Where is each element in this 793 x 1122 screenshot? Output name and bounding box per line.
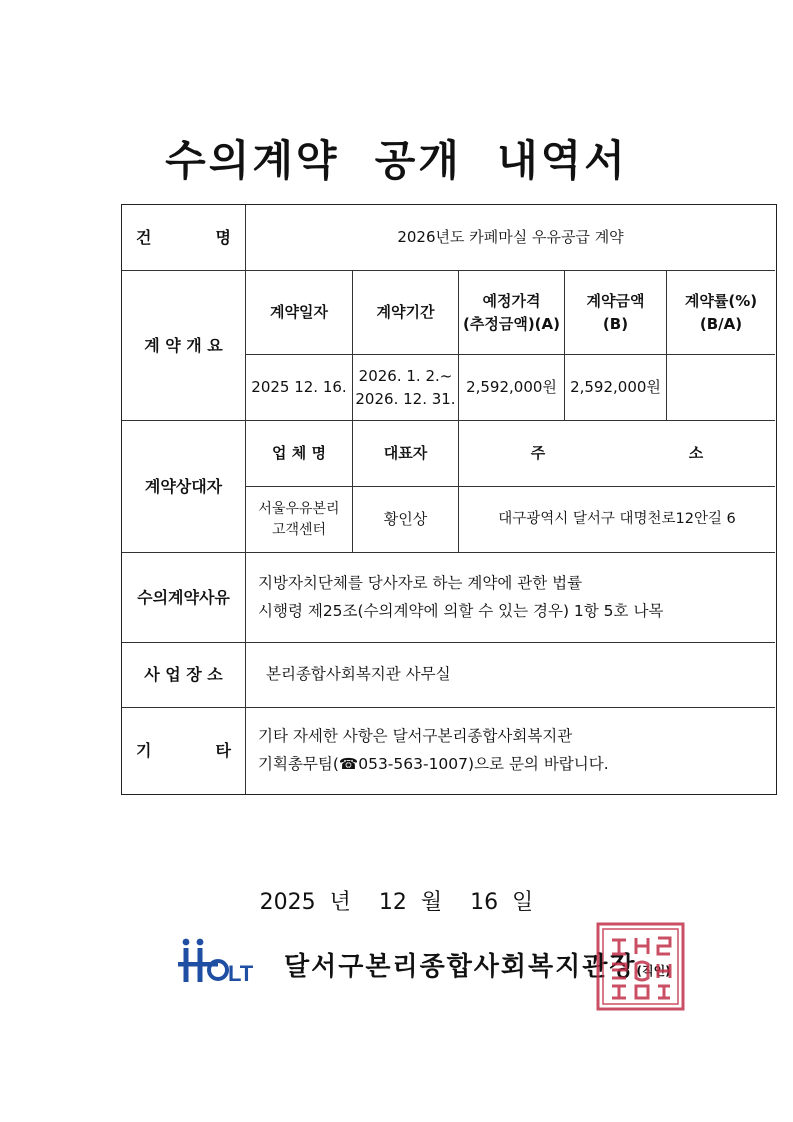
header-contract-period: 계약기간 xyxy=(376,303,435,322)
contract-period-line: 2026. 12. 31. xyxy=(355,389,456,408)
etc-label-part: 타 xyxy=(215,741,231,760)
header-contract-rate xyxy=(667,271,775,354)
etc-label xyxy=(122,708,245,794)
header-address-part: 소 xyxy=(688,444,704,463)
reason-label: 수의계약사유 xyxy=(137,587,230,607)
reason-line: 지방자치단체를 당사자로 하는 계약에 관한 법률 xyxy=(258,574,583,593)
company-name-line: 서울우유본리 xyxy=(258,500,340,517)
reason-line: 시행령 제25조(수의계약에 의할 수 있는 경우) 1항 5호 나목 xyxy=(258,601,664,620)
header-address xyxy=(459,421,775,486)
welfare-center-logo xyxy=(176,936,271,986)
etc-value xyxy=(258,708,773,794)
contract-period-value xyxy=(353,355,458,420)
issue-date: 2025 년 12 월 16 일 xyxy=(259,890,534,915)
contract-name-label-part: 건 xyxy=(136,227,152,247)
header-contract-rate-line: 계약률(%) xyxy=(684,292,758,310)
representative-value: 황인상 xyxy=(383,510,428,529)
document-title: 수의계약 공개 내역서 xyxy=(165,136,628,185)
seal-note: (직인) xyxy=(636,964,671,978)
contract-name-value: 2026년도 카페마실 우유공급 계약 xyxy=(397,228,624,247)
estimated-price-value: 2,592,000원 xyxy=(466,378,557,397)
contract-amount-value: 2,592,000원 xyxy=(570,378,661,397)
business-site-value: 본리종합사회복지관 사무실 xyxy=(266,665,451,684)
contract-form-table xyxy=(121,204,777,795)
header-contract-amount-line: (B) xyxy=(602,314,629,333)
contract-name-label xyxy=(122,205,245,270)
header-address-part: 주 xyxy=(530,444,546,463)
header-contract-date: 계약일자 xyxy=(270,303,328,322)
header-representative: 대표자 xyxy=(383,444,428,463)
etc-line: 기획총무팀(☎053-563-1007)으로 문의 바랍니다. xyxy=(258,755,609,773)
address-value: 대구광역시 달서구 대명천로12안길 6 xyxy=(498,510,736,527)
etc-line: 기타 자세한 사항은 달서구본리종합사회복지관 xyxy=(258,727,573,746)
company-name-line: 고객센터 xyxy=(271,521,327,538)
contract-date-value: 2025 12. 16. xyxy=(251,378,347,397)
organization-name: 달서구본리종합사회복지관장 xyxy=(284,952,637,982)
header-contract-rate-line: (B/A) xyxy=(699,314,743,333)
overview-label: 계 약 개 요 xyxy=(144,335,223,355)
contract-name-label-part: 명 xyxy=(215,227,231,247)
header-estimated-price-line: 예정가격 xyxy=(482,292,541,310)
etc-label-part: 기 xyxy=(136,741,152,760)
logo-text: LT xyxy=(228,961,254,986)
counterparty-label: 계약상대자 xyxy=(144,476,223,496)
business-site-label: 사 업 장 소 xyxy=(144,665,223,684)
header-estimated-price xyxy=(459,271,564,354)
header-contract-amount-line: 계약금액 xyxy=(586,292,645,310)
header-contract-amount xyxy=(565,271,666,354)
contract-period-line: 2026. 1. 2.~ xyxy=(358,367,453,385)
reason-value xyxy=(258,553,773,642)
header-company-name: 업 체 명 xyxy=(272,444,326,463)
contract-rate-value xyxy=(667,355,775,420)
company-name-value xyxy=(246,487,352,552)
official-seal-stamp xyxy=(594,920,687,1013)
header-estimated-price-line: (추정금액)(A) xyxy=(463,314,560,333)
